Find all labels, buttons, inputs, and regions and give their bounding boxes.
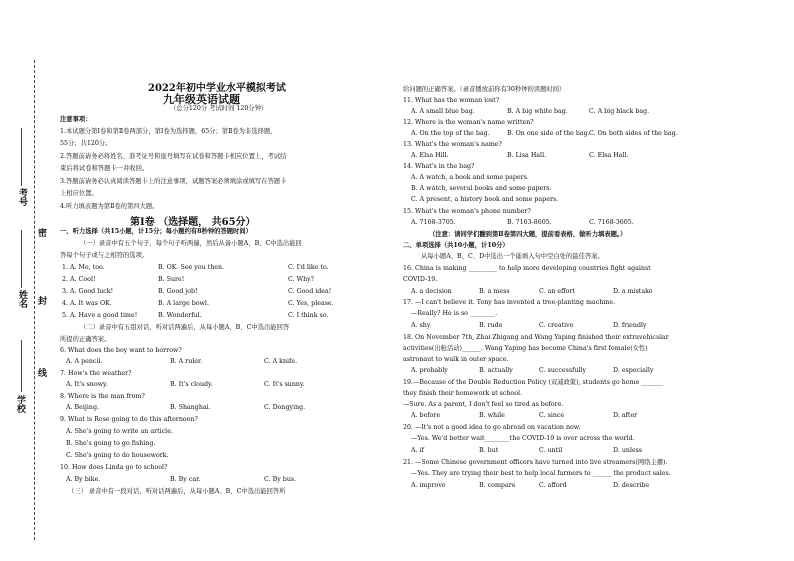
option: 4. A. It was OK. (62, 300, 112, 307)
exam-title: 2022年初中学业水平模拟考试 (148, 83, 286, 94)
option: 5. A. Have a good time! (62, 312, 138, 319)
note-line: 上相应位置。 (60, 190, 98, 197)
option: A. A small blue bag. (411, 108, 475, 115)
option: B. Shanghai. (170, 404, 211, 411)
option: B. A big white bag. (507, 108, 568, 115)
option: B. Lisa Hall. (507, 152, 547, 159)
option: A. if (411, 447, 424, 454)
option: C. afford (539, 482, 567, 489)
option: B. actually (479, 367, 513, 374)
option: B. A large bowl. (158, 300, 209, 307)
option: C. an effort (539, 288, 575, 295)
section2-instruction: （二）录音中有五组对话，听对话两遍后，从每小题A、B、C中选出能回答 (80, 324, 290, 331)
option: B. Good job! (158, 288, 198, 295)
section1-heading: 一、听力选择（共15小题，计15分；每小题约有8秒钟的答题时间） (60, 228, 252, 235)
name-label: 姓名 (17, 290, 27, 308)
question-cont: activities(出舱活动)______. Wang Yaping has become China's first female(女性) (403, 345, 648, 352)
exam-no-underline (21, 128, 22, 186)
question: 9. What is Rose going to do this afternoon? (60, 416, 198, 423)
option: 1. A. Me, too. (62, 264, 105, 271)
question: 6. What does the boy want to borrow? (60, 347, 182, 354)
option: A. Beijing. (66, 404, 99, 411)
option: C. successfully (539, 367, 587, 374)
exam-no-label: 考号 (17, 188, 27, 206)
note-line: 4.听力填表题为第Ⅱ卷的第四大题。 (60, 203, 159, 210)
question: 14. What's in the bag? (403, 163, 475, 170)
option: C. Yes, please. (288, 300, 334, 307)
note-line: 3.答题前请务必认真阅读答题卡上的注意事项，试题答案必须填涂或填写在答题卡 (60, 178, 287, 185)
option: C. Good idea! (288, 288, 332, 295)
question-cont: COVID-19. (403, 276, 438, 283)
option: C. Dongying. (264, 404, 306, 411)
notice: （注意：请同学们翻到第Ⅱ卷第四大题，提前看表格，做听力填表题。） (429, 231, 627, 238)
option: C. It's sunny. (264, 381, 305, 388)
question: 18. On November 7th, Zhai Zhigang and Wang Yaping finished their extravehicular (403, 334, 669, 341)
question: 7. How's the weather? (60, 370, 132, 377)
notes-heading: 注意事项： (60, 116, 92, 123)
question-cont: —Yes. We'd better wait________the COVID-19 is over across the world. (411, 435, 635, 442)
option: D. especially (613, 367, 654, 374)
option: C. Elsa Hall. (589, 152, 629, 159)
note-line: 束后将试卷和答题卡一并收回。 (60, 165, 149, 172)
question-cont: they finish their homework at school. (403, 390, 523, 397)
option: C. until (539, 447, 563, 454)
option: A. a decision (411, 288, 452, 295)
question: 12. Where is the woman's name written? (403, 119, 534, 126)
option: B. compare (479, 482, 516, 489)
school-underline (21, 340, 22, 392)
seal-char-mi: 密 (36, 228, 46, 237)
option: C. By bus. (264, 476, 297, 483)
school-label: 学校 (15, 395, 25, 413)
option: A. probably (411, 367, 448, 374)
question: 16. China is making _________ to help more developing countries fight against (403, 265, 651, 272)
option: D. describe (613, 482, 650, 489)
option: B. but (479, 447, 499, 454)
option: C. I'd like to. (288, 264, 329, 271)
option: B. while (479, 412, 505, 419)
option: C. On both sides of the bag. (589, 130, 678, 137)
section2-instruction-cont: 所提的正确答案。 (60, 336, 111, 343)
section1-instruction-cont: 答每个句子或与之相符的选项。 (60, 252, 149, 259)
option: C. 7168-3605. (589, 219, 634, 226)
question: 21. —Some Chinese government officers have turned into live streamers(网络主播). (403, 459, 668, 466)
question: 10. How does Linda go to school? (60, 464, 168, 471)
section3-instruction-cont: 给问题的正确答案。（录音播放前你有30秒钟的读题时间） (403, 86, 566, 93)
option: C. since (539, 412, 565, 419)
option: A. It's snowy. (66, 381, 108, 388)
option: B. OK. See you then. (158, 264, 225, 271)
option: D. a mistake (613, 288, 653, 295)
option: C. I think so. (288, 312, 329, 319)
option: A. shy (411, 322, 431, 329)
option: 2. A. Cool! (62, 276, 96, 283)
option: B. Sure! (158, 276, 185, 283)
section3-instruction: （三） 录音中有一段对话，听对话两遍后，从每小题A、B、C中选出能回答所 (68, 488, 286, 495)
option: A. Elsa Hill. (411, 152, 449, 159)
question: 20. —It's not a good idea to go abroad on vacation now. (403, 424, 581, 431)
option: A. By bike. (66, 476, 101, 483)
section2-intro: 从每小题A、B、C、D中选出一个能填入句中空白处的最佳答案。 (421, 253, 604, 260)
option: A. A pencil. (66, 358, 103, 365)
question-cont: astronaut to walk in outer space. (403, 356, 509, 363)
option: B. a mess (479, 288, 510, 295)
option: B. It's cloudy. (170, 381, 213, 388)
note-line: 55分；共120分。 (60, 140, 112, 147)
question: 15. What's the woman's phone number? (403, 208, 531, 215)
part1-heading: 第Ⅰ卷 （选择题， 共65分） (130, 217, 256, 228)
binding-margin (0, 0, 50, 561)
option: B. She's going to go fishing. (66, 440, 156, 447)
option: D. after (613, 412, 638, 419)
question-cont: —Yes. They are trying their best to help local farmers to ______ the product sales. (411, 470, 671, 477)
name-underline (21, 230, 22, 288)
seal-char-xian: 线 (36, 368, 46, 377)
option: C. Why? (288, 276, 315, 283)
question-cont: —Really? He is so ________. (411, 310, 498, 317)
option: C. A big black bag. (589, 108, 650, 115)
option: A. improve (411, 482, 446, 489)
question-cont: —Sure. As a parent, I don't feel so tired as before. (403, 401, 564, 408)
option: B. On one side of the bag. (507, 130, 590, 137)
question: 17. —I can't believe it. Tony has invented a tree-planting machine. (403, 299, 616, 306)
exam-subtitle: 九年级英语试题 (163, 93, 240, 106)
option: D. unless (613, 447, 643, 454)
option: C. A knife. (264, 358, 298, 365)
question: 8. Where is the man from? (60, 393, 145, 400)
option: A. before (411, 412, 441, 419)
seal-char-feng: 封 (36, 296, 46, 305)
score-info: （总分120分 考试时间 120分钟） (170, 105, 268, 112)
question: 11. What has the woman lost? (403, 97, 500, 104)
option: C. creative (539, 322, 574, 329)
option: B. Wonderful. (158, 312, 202, 319)
option: C. She's going to do housework. (66, 452, 169, 459)
question: 13. What's the woman's name? (403, 141, 502, 148)
option: 3. A. Good luck! (62, 288, 114, 295)
option: C. A present, a history book and some papers. (411, 196, 559, 203)
option: B. A ruler. (170, 358, 203, 365)
option: A. 7168-3705. (411, 219, 456, 226)
section2-heading: 二、单项选择（共10小题，计10分） (403, 242, 509, 249)
option: B. A watch, several books and some papers. (411, 185, 552, 192)
note-line: 2.答题前请务必将姓名、准考证号和座号填写在试卷和答题卡相应位置上，考试结 (60, 153, 287, 160)
section1-instruction: （一）录音中有五个句子，每个句子听两遍，然后从备小题A、B、C中选出能回 (80, 240, 302, 247)
question: 19.—Because of the Double Reduction Policy (双减政策), students go home _______ (403, 379, 664, 386)
option: B. rude (479, 322, 503, 329)
option: A. She's going to write an article. (66, 428, 173, 435)
note-line: 1.本试题分第Ⅰ卷和第Ⅱ卷两部分，第Ⅰ卷为选择题，65分；第Ⅱ卷为非选择题， (60, 128, 277, 135)
option: A. A watch, a book and some papers. (411, 174, 529, 181)
option: B. 7163-8605. (507, 219, 552, 226)
option: A. On the top of the bag. (411, 130, 490, 137)
option: B. By car. (170, 476, 201, 483)
option: D. friendly (613, 322, 647, 329)
